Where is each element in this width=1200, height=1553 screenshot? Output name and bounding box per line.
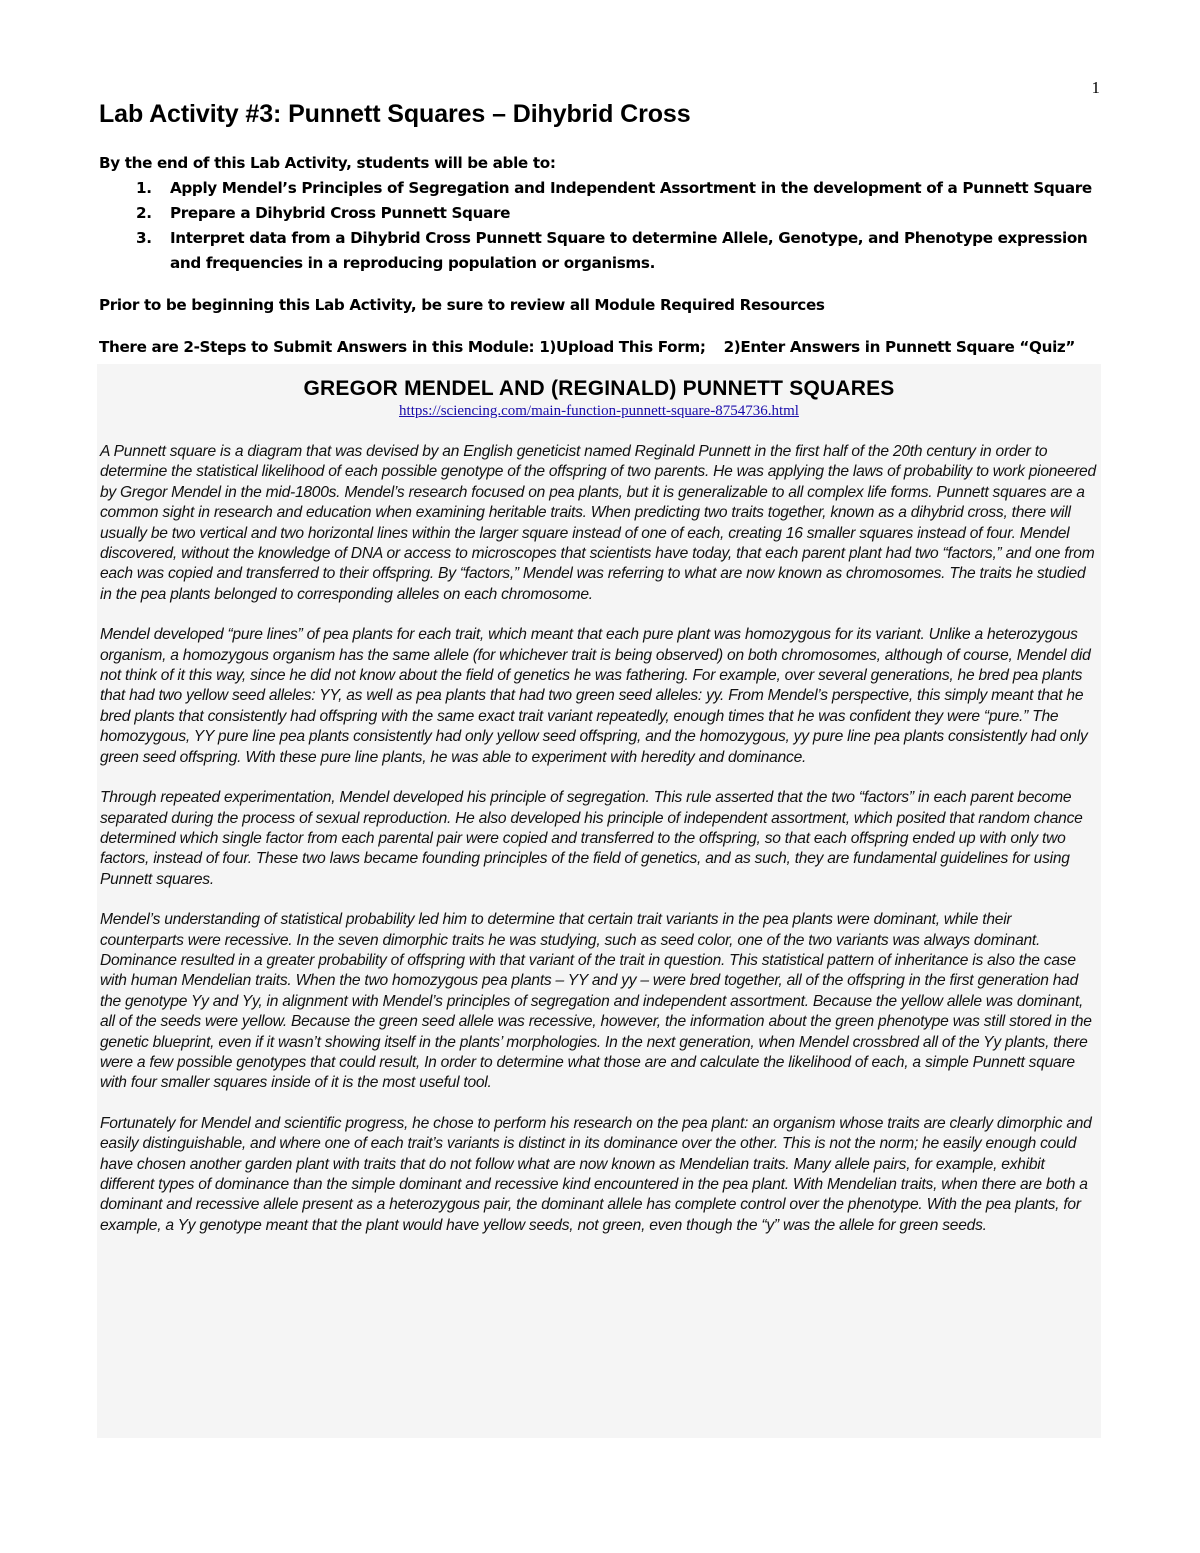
- objective-number: 2.: [136, 204, 152, 222]
- article-paragraph: A Punnett square is a diagram that was devised by an English geneticist named Reginald Punnett in the first half of the 20th century in order to determine the statistical likelihood of each possible genotype of the offspring of two parents. He was applying the laws of probability to work pioneered by Gregor Mendel in the mid-1800s. Mendel’s research focused on pea plants, but it is generalizable to all complex life forms. Punnett squares are a common sight in research and education when examining heritable traits. When predicting two traits together, known as a dihybrid cross, there will usually be two vertical and two horizontal lines within the larger square instead of one of each, creating 16 smaller squares instead of four. Mendel discovered, without the knowledge of DNA or access to microscopes that scientists have today, that each parent plant had two “factors,” and one from each was copied and transferred to their offspring. By “factors,” Mendel was referring to what are now known as chromosomes. The traits he studied in the pea plants belonged to corresponding alleles on each chromosome.: [100, 443, 1096, 603]
- article-paragraph: Fortunately for Mendel and scientific progress, he chose to perform his research on the pea plant: an organism whose traits are clearly dimorphic and easily distinguishable, and where one of each trait’s variants is distinct in its dominance over the other. This is not the norm; he easily enough could have chosen another garden plant with traits that do not follow what are now known as Mendelian traits. Many allele pairs, for example, exhibit different types of dominance than the simple dominant and recessive kind encountered in the pea plant. With Mendelian traits, when there are both a dominant and recessive allele present as a heterozygous pair, the dominant allele has complete control over the phenotype. With the pea plants, for example, a Yy genotype meant that the plant would have yellow seeds, not green, even though the “y” was the allele for green seeds.: [100, 1114, 1092, 1234]
- article-paragraph: Through repeated experimentation, Mendel developed his principle of segregation. This rule asserted that the two “factors” in each parent become separated during the process of sexual reproduction. He also developed his principle of independent assortment, which posited that random chance determined which single factor from each parental pair were copied and transferred to the offspring, so that each offspring ended up with only two factors, instead of four. These two laws became founding principles of the field of genetics, and as such, they are fundamental guidelines for using Punnett squares.: [100, 789, 1083, 888]
- submission-step-1: There are 2-Steps to Submit Answers in this Module: 1)Upload This Form;: [99, 338, 706, 356]
- objective-text: Prepare a Dihybrid Cross Punnett Square: [170, 204, 511, 222]
- objectives-list: [99, 176, 1099, 276]
- objectives-lead: By the end of this Lab Activity, students will be able to:: [99, 154, 556, 172]
- objective-number: 1.: [136, 179, 152, 197]
- submission-step-2: 2)Enter Answers in Punnett Square “Quiz”: [723, 338, 1076, 356]
- page-title: Lab Activity #3: Punnett Squares – Dihybrid Cross: [99, 100, 691, 128]
- article-paragraph: Mendel developed “pure lines” of pea plants for each trait, which meant that each pure plant was homozygous for its variant. Unlike a heterozygous organism, a homozygous organism has the same allele (for whichever trait is being observed) on both chromosomes, although of course, Mendel did not think of it this way, since he did not know about the field of genetics he was fathering. For example, over several generations, he bred pea plants that had two yellow seed alleles: YY, as well as pea plants that had two green seed alleles: yy. From Mendel’s perspective, this simply meant that he bred plants that consistently had offspring with the same exact trait variant repeatedly, enough times that he was confident they were “pure.” The homozygous, YY pure line pea plants consistently had only yellow seed offspring, and the homozygous, yy pure line pea plants consistently had only green seed offspring. With these pure line plants, he was able to experiment with heredity and dominance.: [100, 626, 1091, 766]
- page-number: 1: [1091, 78, 1100, 97]
- objective-item: [99, 176, 1099, 201]
- article-body: [97, 442, 1101, 1236]
- objective-item: [99, 226, 1099, 276]
- learning-objectives-section: [99, 151, 1099, 360]
- objective-number: 3.: [136, 229, 152, 247]
- objective-text: Interpret data from a Dihybrid Cross Punnett Square to determine Allele, Genotype, and Phenotype expression and frequencies in a reproducing population or organisms.: [170, 229, 1088, 272]
- article-panel: [97, 364, 1101, 1438]
- objective-item: [99, 201, 1099, 226]
- article-paragraph: Mendel’s understanding of statistical probability led him to determine that certain trait variants in the pea plants were dominant, while their counterparts were recessive. In the seven dimorphic traits he was studying, such as seed color, one of the two variants was always dominant. Dominance resulted in a greater probability of offspring with that variant of the trait in question. This statistical pattern of inheritance is also the case with human Mendelian traits. When the two homozygous pea plants – YY and yy – were bred together, all of the offspring in the first generation had the genotype Yy and Yy, in alignment with Mendel’s principles of segregation and independent assortment. Because the yellow allele was dominant, all of the seeds were yellow. Because the green seed allele was recessive, however, the information about the green phenotype was still stored in the genetic blueprint, even if it wasn’t showing itself in the plants’ morphologies. In the next generation, when Mendel crossbred all of the Yy plants, there were a few possible genotypes that could result, In order to determine what those are and calculate the likelihood of each, a simple Punnett square with four smaller squares inside of it is the most useful tool.: [100, 911, 1092, 1092]
- article-title: GREGOR MENDEL AND (REGINALD) PUNNETT SQUARES: [303, 377, 895, 400]
- article-source-link[interactable]: https://sciencing.com/main-function-punnett-square-8754736.html: [399, 403, 799, 419]
- objective-text: Apply Mendel’s Principles of Segregation and Independent Assortment in the development of a Punnett Square: [170, 179, 1092, 197]
- prior-note: Prior to be beginning this Lab Activity, be sure to review all Module Required Resources: [99, 296, 825, 314]
- submission-steps: [99, 335, 1099, 360]
